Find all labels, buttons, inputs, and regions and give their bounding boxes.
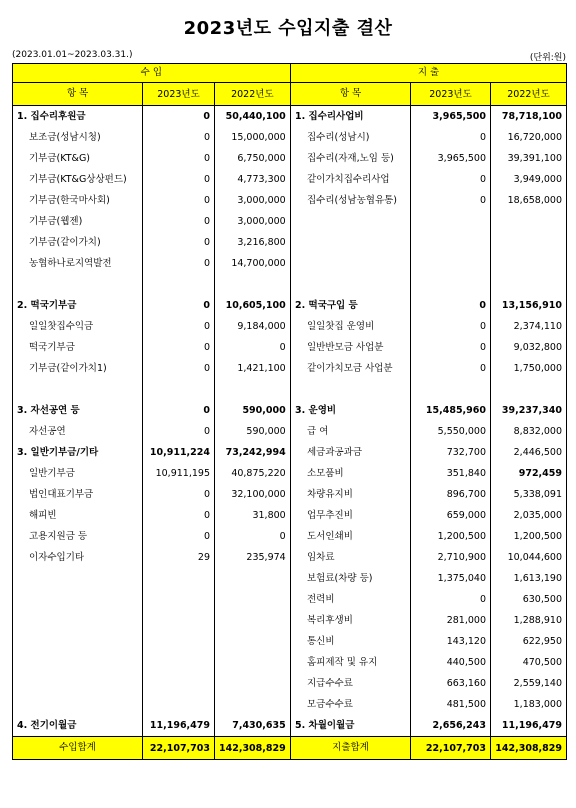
expense-item-label: 업무추진비	[307, 510, 353, 521]
income-row	[13, 253, 291, 274]
expense-value-2023: 732,700	[411, 442, 491, 463]
page-title: 2023년도 수입지출 결산	[183, 18, 393, 39]
expense-value-2022	[491, 232, 567, 253]
expense-row	[291, 694, 567, 715]
expense-value-2022	[491, 379, 567, 400]
expense-row	[291, 337, 567, 358]
income-item-label: 4. 전기이월금	[17, 720, 77, 731]
expense-row	[291, 547, 567, 568]
income-item-label: 일일찻집수익금	[29, 321, 94, 332]
income-item-label	[13, 379, 143, 400]
income-row	[13, 589, 291, 610]
expense-item-label: 5. 차월이월금	[295, 720, 355, 731]
expense-rows	[291, 106, 567, 737]
income-total-2023: 22,107,703	[143, 737, 215, 760]
income-value-2022: 3,000,000	[215, 211, 291, 232]
income-value-2023: 0	[143, 484, 215, 505]
expense-header: 지 출	[291, 64, 567, 83]
expense-row	[291, 610, 567, 631]
expense-item-label	[291, 232, 411, 253]
expense-total-row	[291, 737, 567, 760]
expense-value-2022: 3,949,000	[491, 169, 567, 190]
income-table	[12, 63, 291, 760]
income-item-label	[13, 631, 143, 652]
expense-value-2022: 2,446,500	[491, 442, 567, 463]
expense-item-label: 집수리(성남농협유통)	[307, 195, 398, 206]
expense-row	[291, 379, 567, 400]
income-value-2022	[215, 631, 291, 652]
expense-value-2023: 0	[411, 190, 491, 211]
expense-value-2023: 1,375,040	[411, 568, 491, 589]
income-value-2022	[215, 568, 291, 589]
income-item-label: 2. 떡국기부금	[17, 300, 77, 311]
income-value-2023: 0	[143, 358, 215, 379]
income-row	[13, 211, 291, 232]
income-row	[13, 547, 291, 568]
income-item-label: 기부금(웹젠)	[29, 216, 83, 227]
income-item-label: 3. 자선공연 등	[17, 405, 80, 416]
expense-value-2022	[491, 211, 567, 232]
expense-item-label: 3. 운영비	[295, 405, 337, 416]
expense-value-2022: 1,613,190	[491, 568, 567, 589]
income-value-2023	[143, 379, 215, 400]
expense-item-label: 전력비	[307, 594, 335, 605]
income-value-2023: 0	[143, 232, 215, 253]
expense-row	[291, 715, 567, 737]
expense-row	[291, 589, 567, 610]
expense-value-2022: 39,391,100	[491, 148, 567, 169]
income-item-label: 기부금(한국마사회)	[29, 195, 110, 206]
income-row	[13, 568, 291, 589]
expense-value-2022: 470,500	[491, 652, 567, 673]
expense-value-2023: 2,656,243	[411, 715, 491, 737]
income-row	[13, 442, 291, 463]
income-item-label: 기부금(KT&G)	[29, 153, 91, 164]
expense-value-2022: 1,288,910	[491, 610, 567, 631]
expense-value-2023	[411, 253, 491, 274]
expense-row	[291, 442, 567, 463]
income-value-2022: 40,875,220	[215, 463, 291, 484]
expense-total-label: 지출합계	[291, 737, 411, 760]
income-row	[13, 358, 291, 379]
expense-value-2023: 3,965,500	[411, 106, 491, 128]
income-row	[13, 421, 291, 442]
income-row	[13, 379, 291, 400]
expense-value-2023: 0	[411, 337, 491, 358]
income-value-2023: 0	[143, 253, 215, 274]
income-value-2023: 10,911,195	[143, 463, 215, 484]
expense-value-2023: 0	[411, 169, 491, 190]
expense-row	[291, 358, 567, 379]
expense-value-2022: 16,720,000	[491, 127, 567, 148]
expense-item-label: 임차료	[307, 552, 335, 563]
income-value-2022: 0	[215, 526, 291, 547]
expense-row	[291, 421, 567, 442]
expense-value-2023: 0	[411, 295, 491, 316]
expense-item-label: 급 여	[307, 426, 329, 437]
expense-col-item: 항 목	[291, 83, 411, 106]
income-item-label	[13, 694, 143, 715]
expense-value-2022: 18,658,000	[491, 190, 567, 211]
expense-value-2022: 39,237,340	[491, 400, 567, 421]
income-value-2022	[215, 673, 291, 694]
income-item-label: 떡국기부금	[29, 342, 75, 353]
income-row	[13, 148, 291, 169]
expense-value-2023: 1,200,500	[411, 526, 491, 547]
expense-value-2023: 481,500	[411, 694, 491, 715]
expense-row	[291, 673, 567, 694]
income-item-label: 고용지원금 등	[29, 531, 88, 542]
income-value-2023	[143, 652, 215, 673]
income-item-label	[13, 652, 143, 673]
income-row	[13, 274, 291, 295]
income-value-2022: 7,430,635	[215, 715, 291, 737]
expense-row	[291, 295, 567, 316]
expense-row	[291, 106, 567, 128]
income-row	[13, 127, 291, 148]
expense-row	[291, 652, 567, 673]
income-col-item: 항 목	[13, 83, 143, 106]
income-value-2023: 0	[143, 337, 215, 358]
income-item-label: 기부금(같이가치)	[29, 237, 101, 248]
income-item-label: 기부금(같이가치1)	[29, 363, 107, 374]
expense-item-label: 같이가치집수리사업	[307, 174, 390, 185]
income-value-2023: 0	[143, 211, 215, 232]
expense-row	[291, 232, 567, 253]
income-item-label: 3. 일반기부금/기타	[17, 447, 99, 458]
expense-value-2023	[411, 379, 491, 400]
expense-value-2022: 2,559,140	[491, 673, 567, 694]
expense-item-label: 2. 떡국구입 등	[295, 300, 358, 311]
income-total-2022: 142,308,829	[215, 737, 291, 760]
income-value-2023: 0	[143, 190, 215, 211]
expense-row	[291, 568, 567, 589]
expense-row	[291, 400, 567, 421]
income-item-label: 보조금(성남시청)	[29, 132, 101, 143]
expense-value-2023: 663,160	[411, 673, 491, 694]
expense-value-2022: 1,183,000	[491, 694, 567, 715]
income-value-2022: 590,000	[215, 421, 291, 442]
expense-item-label: 도서인쇄비	[307, 531, 353, 542]
income-header-row	[13, 64, 291, 83]
expense-item-label: 지급수수료	[307, 678, 353, 689]
expense-value-2023: 0	[411, 589, 491, 610]
expense-value-2023: 15,485,960	[411, 400, 491, 421]
income-value-2022: 32,100,000	[215, 484, 291, 505]
income-item-label: 자선공연	[29, 426, 66, 437]
expense-row	[291, 211, 567, 232]
income-row	[13, 316, 291, 337]
expense-item-label	[291, 274, 411, 295]
income-item-label	[13, 274, 143, 295]
expense-item-label: 통신비	[307, 636, 335, 647]
income-row	[13, 463, 291, 484]
income-value-2022: 6,750,000	[215, 148, 291, 169]
expense-item-label: 1. 집수리사업비	[295, 111, 364, 122]
expense-row	[291, 484, 567, 505]
expense-value-2023: 281,000	[411, 610, 491, 631]
income-rows	[13, 106, 291, 737]
income-value-2023	[143, 673, 215, 694]
income-item-label	[13, 610, 143, 631]
income-value-2023: 0	[143, 106, 215, 128]
income-item-label: 일반기부금	[29, 468, 75, 479]
expense-value-2022: 10,044,600	[491, 547, 567, 568]
expense-value-2022: 622,950	[491, 631, 567, 652]
income-total-row	[13, 737, 291, 760]
income-row	[13, 232, 291, 253]
income-total-label: 수입합계	[13, 737, 143, 760]
expense-row	[291, 169, 567, 190]
expense-value-2022: 78,718,100	[491, 106, 567, 128]
income-value-2023: 0	[143, 148, 215, 169]
income-value-2023: 0	[143, 526, 215, 547]
expense-row	[291, 631, 567, 652]
expense-row	[291, 190, 567, 211]
expense-value-2023: 2,710,900	[411, 547, 491, 568]
expense-total-2022: 142,308,829	[491, 737, 567, 760]
income-item-label: 이자수입기타	[29, 552, 85, 563]
income-value-2022: 50,440,100	[215, 106, 291, 128]
expense-value-2022: 1,750,000	[491, 358, 567, 379]
expense-col-2023: 2023년도	[411, 83, 491, 106]
expense-value-2022: 11,196,479	[491, 715, 567, 737]
income-row	[13, 652, 291, 673]
income-row	[13, 610, 291, 631]
expense-item-label: 모금수수료	[307, 699, 353, 710]
expense-value-2023	[411, 211, 491, 232]
income-value-2022	[215, 652, 291, 673]
expense-value-2022: 5,338,091	[491, 484, 567, 505]
expense-item-label: 집수리(자재,노임 등)	[307, 153, 394, 164]
income-value-2023	[143, 610, 215, 631]
income-value-2022: 235,974	[215, 547, 291, 568]
expense-table	[290, 63, 567, 760]
expense-value-2022: 9,032,800	[491, 337, 567, 358]
expense-row	[291, 274, 567, 295]
income-item-label	[13, 589, 143, 610]
income-value-2023: 0	[143, 316, 215, 337]
income-row	[13, 484, 291, 505]
income-value-2022	[215, 274, 291, 295]
income-value-2022: 10,605,100	[215, 295, 291, 316]
income-value-2023	[143, 274, 215, 295]
income-value-2022	[215, 589, 291, 610]
expense-item-label: 소모품비	[307, 468, 344, 479]
income-value-2022: 3,216,800	[215, 232, 291, 253]
expense-value-2023: 659,000	[411, 505, 491, 526]
income-item-label	[13, 673, 143, 694]
income-value-2022: 15,000,000	[215, 127, 291, 148]
income-row	[13, 337, 291, 358]
expense-value-2023: 0	[411, 316, 491, 337]
expense-column-header-row	[291, 83, 567, 106]
income-value-2023: 11,196,479	[143, 715, 215, 737]
income-value-2022: 31,800	[215, 505, 291, 526]
expense-item-label: 일일찻집 운영비	[307, 321, 375, 332]
income-value-2023	[143, 589, 215, 610]
unit-label: (단위:원)	[529, 53, 566, 63]
expense-value-2022: 8,832,000	[491, 421, 567, 442]
income-value-2023: 10,911,224	[143, 442, 215, 463]
expense-value-2023: 3,965,500	[411, 148, 491, 169]
income-value-2023	[143, 694, 215, 715]
expense-value-2022: 2,035,000	[491, 505, 567, 526]
expense-value-2023	[411, 232, 491, 253]
expense-item-label	[291, 379, 411, 400]
expense-row	[291, 526, 567, 547]
expense-item-label: 보험료(차량 등)	[307, 573, 373, 584]
expense-value-2022	[491, 253, 567, 274]
expense-value-2023	[411, 274, 491, 295]
income-col-2022: 2022년도	[215, 83, 291, 106]
income-value-2022: 9,184,000	[215, 316, 291, 337]
income-row	[13, 715, 291, 737]
expense-value-2022: 972,459	[491, 463, 567, 484]
expense-item-label	[291, 211, 411, 232]
income-row	[13, 190, 291, 211]
income-value-2023: 0	[143, 295, 215, 316]
income-value-2023: 29	[143, 547, 215, 568]
income-row	[13, 631, 291, 652]
period-label: (2023.01.01~2023.03.31.)	[12, 50, 133, 60]
income-col-2023: 2023년도	[143, 83, 215, 106]
income-row	[13, 400, 291, 421]
expense-item-label: 일반반모금 사업분	[307, 342, 384, 353]
expense-value-2022: 13,156,910	[491, 295, 567, 316]
expense-item-label	[291, 253, 411, 274]
expense-row	[291, 316, 567, 337]
income-item-label: 농협하나로지역발전	[29, 258, 112, 269]
income-value-2023	[143, 568, 215, 589]
expense-value-2022: 2,374,110	[491, 316, 567, 337]
expense-value-2022	[491, 274, 567, 295]
expense-item-label: 복리후생비	[307, 615, 353, 626]
income-value-2022: 1,421,100	[215, 358, 291, 379]
expense-row	[291, 505, 567, 526]
income-row	[13, 295, 291, 316]
income-value-2023: 0	[143, 421, 215, 442]
income-row	[13, 526, 291, 547]
income-value-2022: 0	[215, 337, 291, 358]
income-header: 수 입	[13, 64, 291, 83]
income-value-2023	[143, 631, 215, 652]
income-item-label	[13, 568, 143, 589]
expense-value-2023: 896,700	[411, 484, 491, 505]
income-row	[13, 169, 291, 190]
expense-value-2023: 5,550,000	[411, 421, 491, 442]
income-row	[13, 106, 291, 128]
income-item-label: 법인대표기부금	[29, 489, 94, 500]
income-value-2022: 73,242,994	[215, 442, 291, 463]
expense-value-2023: 143,120	[411, 631, 491, 652]
expense-item-label: 집수리(성남시)	[307, 132, 370, 143]
income-value-2022: 590,000	[215, 400, 291, 421]
income-value-2023: 0	[143, 169, 215, 190]
income-item-label: 1. 집수리후원금	[17, 111, 86, 122]
income-row	[13, 505, 291, 526]
expense-row	[291, 253, 567, 274]
income-row	[13, 673, 291, 694]
income-row	[13, 694, 291, 715]
expense-value-2022: 1,200,500	[491, 526, 567, 547]
expense-value-2023: 351,840	[411, 463, 491, 484]
expense-value-2023: 0	[411, 127, 491, 148]
income-item-label: 해피빈	[29, 510, 57, 521]
expense-header-row	[291, 64, 567, 83]
income-value-2022	[215, 610, 291, 631]
expense-value-2023: 0	[411, 358, 491, 379]
income-value-2022	[215, 694, 291, 715]
income-value-2023: 0	[143, 400, 215, 421]
income-value-2022: 14,700,000	[215, 253, 291, 274]
expense-value-2023: 440,500	[411, 652, 491, 673]
income-value-2022	[215, 379, 291, 400]
expense-col-2022: 2022년도	[491, 83, 567, 106]
expense-item-label: 홈피제작 및 유지	[307, 657, 378, 668]
expense-item-label: 세금과공과금	[307, 447, 363, 458]
expense-item-label: 같이가치모금 사업분	[307, 363, 393, 374]
income-value-2023: 0	[143, 505, 215, 526]
income-value-2022: 4,773,300	[215, 169, 291, 190]
expense-row	[291, 127, 567, 148]
expense-total-2023: 22,107,703	[411, 737, 491, 760]
expense-row	[291, 148, 567, 169]
income-item-label: 기부금(KT&G상상펀드)	[29, 174, 127, 185]
income-value-2022: 3,000,000	[215, 190, 291, 211]
income-value-2023: 0	[143, 127, 215, 148]
expense-value-2022: 630,500	[491, 589, 567, 610]
expense-row	[291, 463, 567, 484]
income-column-header-row	[13, 83, 291, 106]
expense-item-label: 차량유지비	[307, 489, 353, 500]
